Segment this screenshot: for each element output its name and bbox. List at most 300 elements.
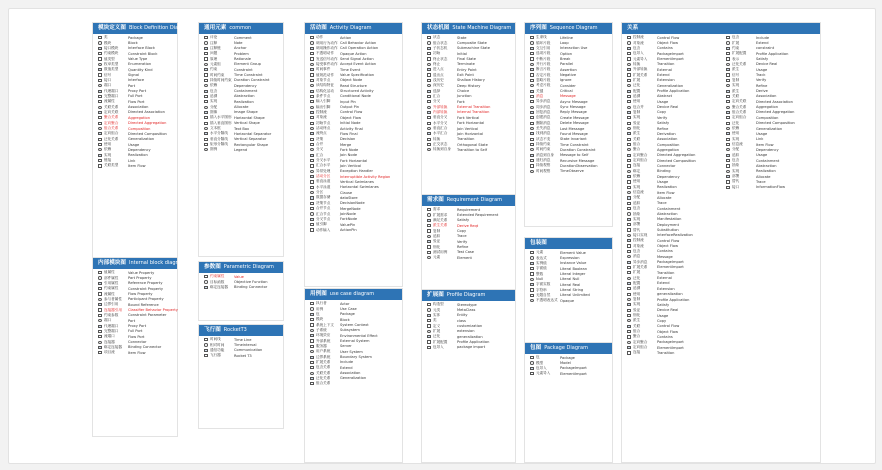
element-icon (627, 191, 631, 194)
element-icon (726, 148, 730, 151)
item-en-label: Interaction Use (560, 46, 588, 51)
item-cn-label: 考虑片段 (536, 83, 551, 88)
item-cn-label: 类 (433, 318, 437, 323)
item-cn-label: 丢失消息 (536, 126, 551, 131)
element-icon (204, 95, 208, 98)
item-cn-label: 定向组合 (633, 158, 648, 163)
item-cn-label: 消息 (633, 254, 641, 259)
item-en-label: Usage (756, 67, 768, 72)
element-icon (627, 175, 631, 178)
item-cn-label: 使用 (104, 142, 112, 147)
palette-item[interactable] (422, 345, 515, 350)
item-en-label: PackageImport (657, 340, 684, 345)
activity-panel (304, 22, 403, 287)
item-en-label: Send Signal Action (340, 57, 374, 62)
item-en-label: Interface (128, 78, 145, 83)
item-en-label: Satisfy (756, 57, 769, 62)
panel-header[interactable] (199, 23, 283, 34)
item-en-label: Use Case (340, 307, 357, 312)
item-cn-label: 抽象 (732, 163, 740, 168)
element-icon (310, 79, 314, 82)
item-en-label: Refine (657, 126, 669, 131)
item-en-label: Call Behavior Action (340, 41, 377, 46)
item-en-label: Substitution (657, 228, 679, 233)
item-cn-label: 汇合节点 (316, 211, 331, 216)
item-cn-label: 泛化 (633, 275, 641, 280)
element-icon (427, 63, 431, 66)
item-en-label: Accept Event Action (340, 62, 377, 67)
element-icon (427, 208, 431, 211)
item-en-label: Extend (657, 73, 670, 78)
item-cn-label: 注释 (210, 40, 218, 45)
element-icon (530, 36, 534, 39)
item-cn-label: 元素 (433, 255, 441, 260)
item-en-label: Fork Horizontal (457, 121, 485, 126)
item-cn-label: 深历史 (433, 83, 444, 88)
item-cn-label: 控制流 (633, 35, 644, 40)
item-cn-label: 注释链 (210, 45, 221, 50)
element-icon (427, 324, 431, 327)
item-cn-label: 约束 (732, 45, 740, 50)
item-cn-label: 决策 (316, 136, 324, 141)
panel-header[interactable] (305, 289, 402, 300)
item-en-label: Full Port (128, 94, 143, 99)
item-en-label: Element Value (560, 250, 586, 255)
element-icon (427, 52, 431, 55)
item-en-label: Recursive Message (560, 158, 595, 163)
item-en-label: Abstraction (657, 212, 678, 217)
item-en-label: generalization (657, 292, 683, 297)
item-en-label: Profile Application (756, 51, 789, 56)
item-cn-label: 测试用例 (433, 249, 448, 254)
item-cn-label: 包含 (633, 45, 641, 50)
palette-item[interactable] (93, 350, 177, 355)
element-icon (98, 95, 102, 98)
element-icon (204, 116, 208, 119)
panel-title-cn: 活动图 (310, 25, 327, 31)
panel-title-cn: 包装图 (530, 240, 547, 246)
item-cn-label: 转换到自身 (433, 147, 451, 152)
element-icon (310, 191, 314, 194)
element-icon (530, 73, 534, 76)
panel-header[interactable] (199, 325, 283, 336)
element-icon (204, 286, 208, 289)
palette-item[interactable] (622, 350, 721, 355)
item-cn-label: 汇合 (316, 152, 324, 157)
element-icon (98, 335, 102, 338)
item-cn-label: 汇合 (433, 93, 441, 98)
item-en-label: Negative (560, 73, 577, 78)
item-cn-label: 端口 (104, 83, 112, 88)
element-icon (427, 229, 431, 232)
item-en-label: Extend (756, 41, 769, 46)
element-icon (427, 68, 431, 71)
item-cn-label: 泛化 (433, 334, 441, 339)
item-cn-label: 表达式 (536, 255, 547, 260)
item-en-label: Package (340, 312, 355, 317)
element-icon (530, 367, 534, 370)
item-en-label: Aggregation (657, 147, 679, 152)
item-cn-label: 元素组 (210, 61, 221, 66)
item-cn-label: 扩展 (433, 328, 441, 333)
item-en-label: Expression (560, 256, 580, 261)
item-cn-label: 定向关联 (104, 109, 119, 114)
element-icon (627, 170, 631, 173)
item-cn-label: 泛化 (732, 120, 740, 125)
element-icon (530, 143, 534, 146)
item-cn-label: 包含关系 (316, 365, 331, 370)
element-icon (726, 116, 730, 119)
element-icon (627, 255, 631, 258)
item-cn-label: 创建消息 (536, 115, 551, 120)
item-cn-label: 追溯 (210, 93, 218, 98)
palette-item[interactable] (525, 371, 612, 376)
element-icon (98, 143, 102, 146)
item-cn-label: 条件节点 (316, 93, 331, 98)
palette-item[interactable] (199, 353, 283, 358)
item-en-label: Lost Message (560, 126, 585, 131)
item-en-label: Item Flow (128, 163, 146, 168)
item-en-label: Parallel (560, 62, 574, 67)
element-icon (427, 346, 431, 349)
item-en-label: Lifeline (560, 35, 573, 40)
item-en-label: Value Property (128, 270, 155, 275)
item-en-label: Full Port (128, 329, 143, 334)
item-en-label: Classifier Behavior Property (128, 308, 178, 313)
item-en-label: Connector (657, 163, 676, 168)
item-en-label: Literal Integer (560, 272, 586, 277)
item-cn-label: 生命线 (536, 35, 547, 40)
item-en-label: Terminate (457, 62, 475, 67)
item-en-label: Test Case (457, 250, 475, 255)
item-en-label: External System (340, 339, 370, 344)
literal-panel (524, 237, 613, 357)
element-icon (310, 180, 314, 183)
item-cn-label: 元素 (536, 250, 544, 255)
item-en-label: Fork Node (340, 147, 359, 152)
item-en-label: Extension (657, 78, 675, 83)
element-icon (726, 138, 730, 141)
element-icon (726, 175, 730, 178)
element-icon (530, 372, 534, 375)
element-icon (530, 283, 534, 286)
item-cn-label: 时间约束 (210, 72, 225, 77)
palette-item[interactable] (305, 381, 402, 386)
item-en-label: Note (234, 41, 243, 46)
element-icon (627, 73, 631, 76)
element-icon (726, 127, 730, 130)
requirement-panel (421, 194, 516, 294)
item-en-label: Instance Value (560, 261, 587, 266)
item-en-label: Horizontal Separator (234, 131, 272, 136)
item-cn-label: 对象流 (633, 243, 644, 248)
element-icon (310, 47, 314, 50)
element-icon (627, 143, 631, 146)
element-icon (627, 282, 631, 285)
element-icon (204, 90, 208, 93)
item-cn-label: 执行者 (316, 301, 327, 306)
item-cn-label: 垂直分隔线 (210, 136, 228, 141)
item-cn-label: 组合关系 (316, 381, 331, 386)
item-en-label: Comment (234, 35, 252, 40)
item-cn-label: 配置 (633, 88, 641, 93)
element-icon (310, 302, 314, 305)
element-icon (310, 196, 314, 199)
palette-item[interactable] (305, 227, 402, 232)
item-en-label: Literal Boolean (560, 266, 587, 271)
item-en-label: Association (128, 105, 149, 110)
item-cn-label: 文本框 (210, 126, 221, 131)
item-cn-label: 字符串 (536, 287, 547, 292)
item-cn-label: 图例 (210, 147, 218, 152)
element-icon (726, 180, 730, 183)
item-cn-label: 接受事件动作 (316, 61, 338, 66)
item-en-label: Found Message (560, 131, 588, 136)
item-en-label: Deep History (457, 83, 481, 88)
item-en-label: Fork (457, 99, 465, 104)
element-icon (530, 127, 534, 130)
item-cn-label: 连接 (633, 350, 641, 355)
item-en-label: Constraint Parameter (128, 313, 167, 318)
panel-header[interactable] (525, 238, 612, 249)
element-icon (98, 84, 102, 87)
panel-header[interactable] (93, 258, 186, 269)
item-en-label: Dependency (756, 147, 779, 152)
item-cn-label: 组合状态 (433, 40, 448, 45)
element-icon (530, 100, 534, 103)
item-en-label: Junction (457, 94, 472, 99)
item-en-label: Timeinterval (234, 343, 257, 348)
element-icon (310, 350, 314, 353)
item-cn-label: 构造型 (433, 302, 444, 307)
element-icon (98, 132, 102, 135)
element-icon (726, 95, 730, 98)
element-icon (627, 132, 631, 135)
item-en-label: Break (560, 57, 571, 62)
item-cn-label: 连接 (633, 163, 641, 168)
panel-title-cn: 内部模块图 (98, 260, 126, 266)
element-icon (204, 122, 208, 125)
item-cn-label: 实体 (433, 312, 441, 317)
element-icon (98, 90, 102, 93)
element-icon (627, 351, 631, 354)
element-icon (310, 318, 314, 321)
item-en-label: ElementImport (657, 265, 684, 270)
item-en-label: Exit Point (457, 73, 474, 78)
panel-header[interactable] (305, 23, 402, 34)
item-cn-label: 使用 (633, 179, 641, 184)
palette-item[interactable] (525, 298, 612, 303)
element-icon (726, 111, 730, 114)
element-icon (310, 377, 314, 380)
element-icon (98, 138, 102, 141)
item-en-label: Duration Constraint (560, 147, 596, 152)
item-en-label: Trace (657, 201, 667, 206)
element-icon (530, 41, 534, 44)
item-cn-label: 忽略片段 (536, 77, 551, 82)
item-cn-label: 实现 (104, 152, 112, 157)
item-en-label: Derivation (657, 131, 676, 136)
element-icon (530, 356, 534, 359)
element-icon (530, 278, 534, 281)
item-cn-label: 关键 (536, 88, 544, 93)
item-cn-label: 异步消息 (536, 99, 551, 104)
palette-item[interactable] (422, 255, 515, 260)
item-cn-label: 组合关系 (104, 126, 119, 131)
element-icon (627, 319, 631, 322)
item-en-label: Package (560, 355, 575, 360)
item-en-label: MetaClass (457, 308, 476, 313)
parametric-panel (198, 261, 284, 321)
element-icon (204, 349, 208, 352)
item-cn-label: 浅历史 (433, 77, 444, 82)
item-en-label: Copy (457, 229, 467, 234)
item-cn-label: 消息 (536, 93, 544, 98)
element-icon (627, 244, 631, 247)
item-cn-label: 结构化活动 (316, 88, 334, 93)
element-icon (427, 90, 431, 93)
item-cn-label: 派生关系 (433, 223, 448, 228)
item-cn-label: 环境效应 (316, 333, 331, 338)
element-icon (310, 90, 314, 93)
item-en-label: Literal Unlimited (560, 293, 590, 298)
item-cn-label: 元素导入 (536, 371, 551, 376)
panel-header[interactable] (525, 343, 612, 354)
item-en-label: Usage (128, 142, 140, 147)
element-icon (726, 143, 730, 146)
element-icon (98, 319, 102, 322)
palette-item[interactable] (199, 285, 283, 290)
item-en-label: Generalization (340, 376, 367, 381)
item-cn-label: 并行片段 (536, 61, 551, 66)
item-cn-label: 实现 (732, 83, 740, 88)
element-icon (627, 47, 631, 50)
item-cn-label: 关联关系 (316, 370, 331, 375)
panel-header[interactable] (199, 262, 283, 273)
item-en-label: Input Pin (340, 99, 356, 104)
element-icon (204, 73, 208, 76)
panel-header[interactable] (422, 290, 515, 301)
item-en-label: Join Node (340, 153, 358, 158)
item-en-label: Element Group (234, 62, 261, 67)
item-cn-label: 动作输入 (316, 227, 331, 232)
item-cn-label: 泛化关系 (316, 375, 331, 380)
item-cn-label: 否定片段 (536, 72, 551, 77)
element-icon (98, 330, 102, 333)
item-cn-label: 活动分区 (316, 174, 331, 179)
item-en-label: class (457, 318, 466, 323)
item-cn-label: 通信功能 (210, 347, 225, 352)
item-en-label: Port (128, 83, 136, 88)
item-cn-label: 部件属性 (104, 275, 119, 280)
item-cn-label: 满足关系 (433, 217, 448, 222)
item-cn-label: 细化 (633, 126, 641, 131)
item-cn-label: 依赖 (104, 147, 112, 152)
element-icon (204, 79, 208, 82)
item-cn-label: 插入垂直图形 (210, 120, 232, 125)
element-icon (726, 47, 730, 50)
item-en-label: ForkNode (340, 217, 358, 222)
element-icon (530, 159, 534, 162)
item-en-label: Transition (657, 270, 675, 275)
item-en-label: Trace (756, 179, 766, 184)
element-icon (310, 154, 314, 157)
item-cn-label: 时间线 (210, 337, 221, 342)
item-en-label: Async Message (560, 99, 588, 104)
panel-header[interactable] (422, 195, 515, 206)
item-en-label: Extend (340, 365, 353, 370)
item-cn-label: 组合 (633, 329, 641, 334)
element-icon (310, 68, 314, 71)
item-cn-label: 外部转换 (433, 104, 448, 109)
item-cn-label: 包含 (732, 158, 740, 163)
element-icon (427, 79, 431, 82)
element-icon (530, 262, 534, 265)
element-icon (427, 314, 431, 317)
item-en-label: Item Flow (128, 350, 146, 355)
item-en-label: Opaque (560, 298, 575, 303)
element-icon (427, 36, 431, 39)
item-cn-label: 持续时间约束 (210, 77, 232, 82)
item-en-label: Loop (560, 41, 569, 46)
element-icon (98, 57, 102, 60)
relations-panel (621, 22, 821, 463)
item-cn-label: 替代 (732, 179, 740, 184)
palette-item[interactable] (93, 163, 177, 168)
item-en-label: Association (756, 94, 777, 99)
item-en-label: Join Horizontal (457, 131, 484, 136)
element-icon (627, 106, 631, 109)
item-cn-label: 中断片段 (536, 56, 551, 61)
item-cn-label: 信号 (104, 72, 112, 77)
panel-header[interactable] (525, 23, 612, 34)
item-cn-label: 细化 (633, 313, 641, 318)
element-icon (427, 308, 431, 311)
item-en-label: Directed Composition (756, 121, 795, 126)
element-icon (627, 122, 631, 125)
item-cn-label: 包含 (633, 248, 641, 253)
palette-item[interactable] (422, 147, 515, 152)
panel-header[interactable] (622, 23, 820, 34)
element-icon (627, 41, 631, 44)
item-en-label: Object Flow (657, 41, 679, 46)
item-en-label: Value Specification (340, 73, 375, 78)
item-cn-label: 删除消息 (536, 120, 551, 125)
panel-header[interactable] (93, 23, 192, 34)
item-en-label: Containment (756, 158, 780, 163)
panel-title-cn: 扩展图 (427, 292, 444, 298)
element-icon (427, 219, 431, 222)
item-en-label: Directed Composition (128, 131, 167, 136)
item-cn-label: 分配 (633, 195, 641, 200)
item-en-label: Generalization (128, 137, 155, 142)
item-en-label: Model (560, 361, 571, 366)
item-cn-label: 回复消息 (536, 109, 551, 114)
element-icon (204, 41, 208, 44)
common-elements-panel (198, 22, 284, 257)
palette-item[interactable] (199, 147, 283, 152)
item-cn-label: 定向关联 (732, 99, 747, 104)
panel-header[interactable] (422, 23, 515, 34)
item-cn-label: 值规范动作 (316, 72, 334, 77)
palette-item[interactable] (721, 185, 820, 190)
package-panel (524, 342, 613, 463)
item-en-label: Proxy Port (128, 89, 147, 94)
element-icon (627, 164, 631, 167)
item-cn-label: 代理端口 (104, 323, 119, 328)
palette-item[interactable] (525, 169, 612, 174)
element-icon (98, 308, 102, 311)
